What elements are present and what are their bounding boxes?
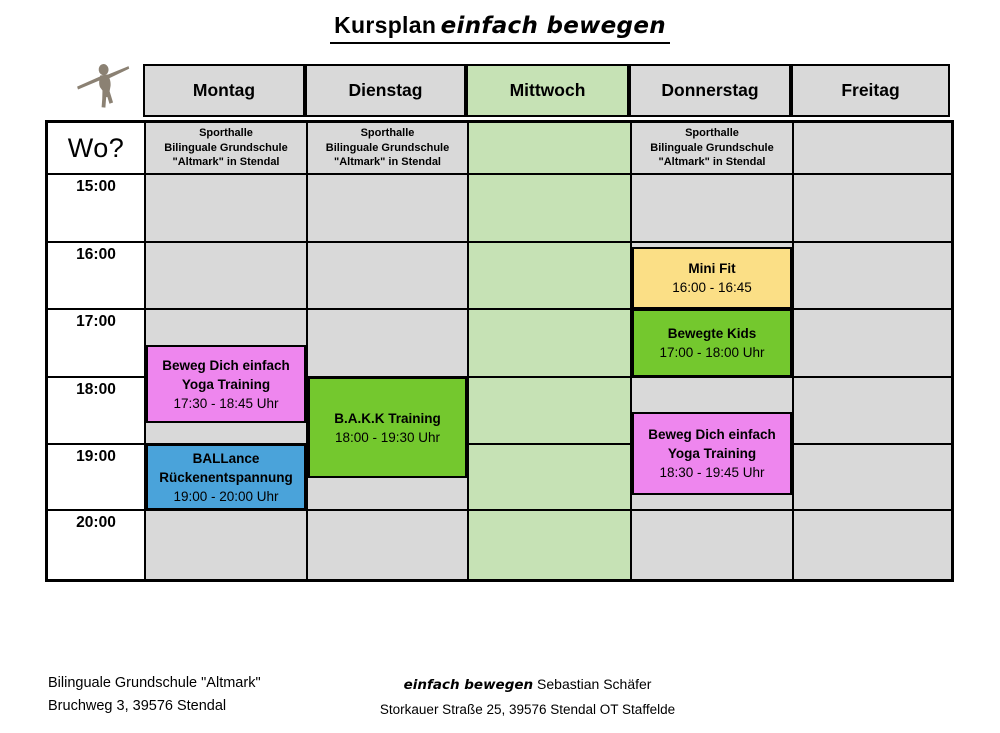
time-label-1800: 18:00 [47,377,145,444]
location-line: "Altmark" in Stendal [172,156,280,168]
day-header-dienstag: Dienstag [305,64,466,117]
location-line: "Altmark" in Stendal [333,156,441,168]
slot-cell-montag-2000 [145,510,307,580]
page-title [0,12,1000,44]
course-title-line: Yoga Training [181,376,271,392]
day-header-montag: Montag [143,64,305,117]
course-time: 19:00 - 20:00 Uhr [173,488,279,504]
time-label-1600: 16:00 [47,242,145,309]
location-line: Sporthalle [685,127,739,139]
course-block-beweg-dich-einfach [632,412,792,495]
course-time: 17:00 - 18:00 Uhr [659,345,765,360]
location-line: Bilinguale Grundschule [164,141,288,154]
slot-cell-freitag-2000 [793,510,952,580]
footer-brand: einfach bewegen [403,677,534,693]
slot-cell-mittwoch-1500 [468,174,631,242]
footer-school-name: Bilinguale Grundschule "Altmark" [48,675,261,691]
course-block-mini-fit [632,247,792,309]
title-main: Kursplan [334,12,437,38]
course-time: 18:30 - 19:45 Uhr [659,465,765,480]
footer-provider-line [295,676,760,693]
course-time: 17:30 - 18:45 Uhr [173,395,279,411]
footer-provider-address: Storkauer Straße 25, 39576 Stendal OT Staffelde [379,702,676,717]
course-title-line: B.A.K.K Training [334,410,441,426]
course-time: 16:00 - 16:45 [672,280,752,295]
course-title-line: Mini Fit [688,261,736,276]
slot-cell-dienstag-1600 [307,242,468,309]
time-label-1900: 19:00 [47,444,145,510]
location-cell-donnerstag [631,122,793,174]
location-line: Bilinguale Grundschule [650,141,774,154]
slot-cell-mittwoch-1900 [468,444,631,510]
slot-cell-donnerstag-2000 [631,510,793,580]
course-block-ballance [146,444,306,510]
location-cell-mittwoch [468,122,631,174]
slot-cell-freitag-1500 [793,174,952,242]
footer-provider [295,676,760,717]
slot-cell-mittwoch-1700 [468,309,631,377]
weekday-header-row [143,64,950,117]
slot-cell-mittwoch-1800 [468,377,631,444]
time-label-1700: 17:00 [47,309,145,377]
slot-cell-montag-1500 [145,174,307,242]
slot-cell-freitag-1700 [793,309,952,377]
location-line: "Altmark" in Stendal [658,156,766,168]
day-header-freitag: Freitag [791,64,950,117]
page-title-underline [330,12,670,44]
time-label-2000: 20:00 [47,510,145,580]
location-cell-dienstag [307,122,468,174]
course-title-line: Beweg Dich einfach [162,357,290,373]
day-header-donnerstag: Donnerstag [629,64,791,117]
course-block-b-a-k-k-training [308,377,467,478]
slot-cell-montag-1600 [145,242,307,309]
footer-provider-name: Sebastian Schäfer [537,676,652,692]
footer-school-address [48,672,261,718]
slot-cell-dienstag-2000 [307,510,468,580]
course-block-beweg-dich-einfach [146,345,306,423]
slot-cell-donnerstag-1500 [631,174,793,242]
day-header-mittwoch: Mittwoch [466,64,629,117]
slot-cell-freitag-1900 [793,444,952,510]
course-title-line: Yoga Training [667,446,757,461]
footer-school-street: Bruchweg 3, 39576 Stendal [48,698,227,714]
slot-cell-mittwoch-1600 [468,242,631,309]
location-line: Bilinguale Grundschule [325,141,450,154]
course-title-line: Bewegte Kids [667,326,757,341]
slot-cell-freitag-1800 [793,377,952,444]
where-label-cell: Wo? [47,122,145,174]
location-line: Sporthalle [360,127,415,139]
slot-cell-mittwoch-2000 [468,510,631,580]
person-silhouette-icon [76,58,132,116]
course-block-bewegte-kids [632,309,792,377]
course-title-line: Beweg Dich einfach [648,427,776,442]
schedule-grid [45,120,954,582]
location-cell-freitag [793,122,952,174]
title-brand: einfach bewegen [440,13,666,39]
time-label-1500: 15:00 [47,174,145,242]
slot-cell-dienstag-1700 [307,309,468,377]
location-line: Sporthalle [199,127,253,139]
course-title-line: BALLance [192,450,260,466]
slot-cell-dienstag-1500 [307,174,468,242]
course-time: 18:00 - 19:30 Uhr [334,429,441,445]
slot-cell-freitag-1600 [793,242,952,309]
course-title-line: Rückenentspannung [159,469,293,485]
location-cell-montag [145,122,307,174]
